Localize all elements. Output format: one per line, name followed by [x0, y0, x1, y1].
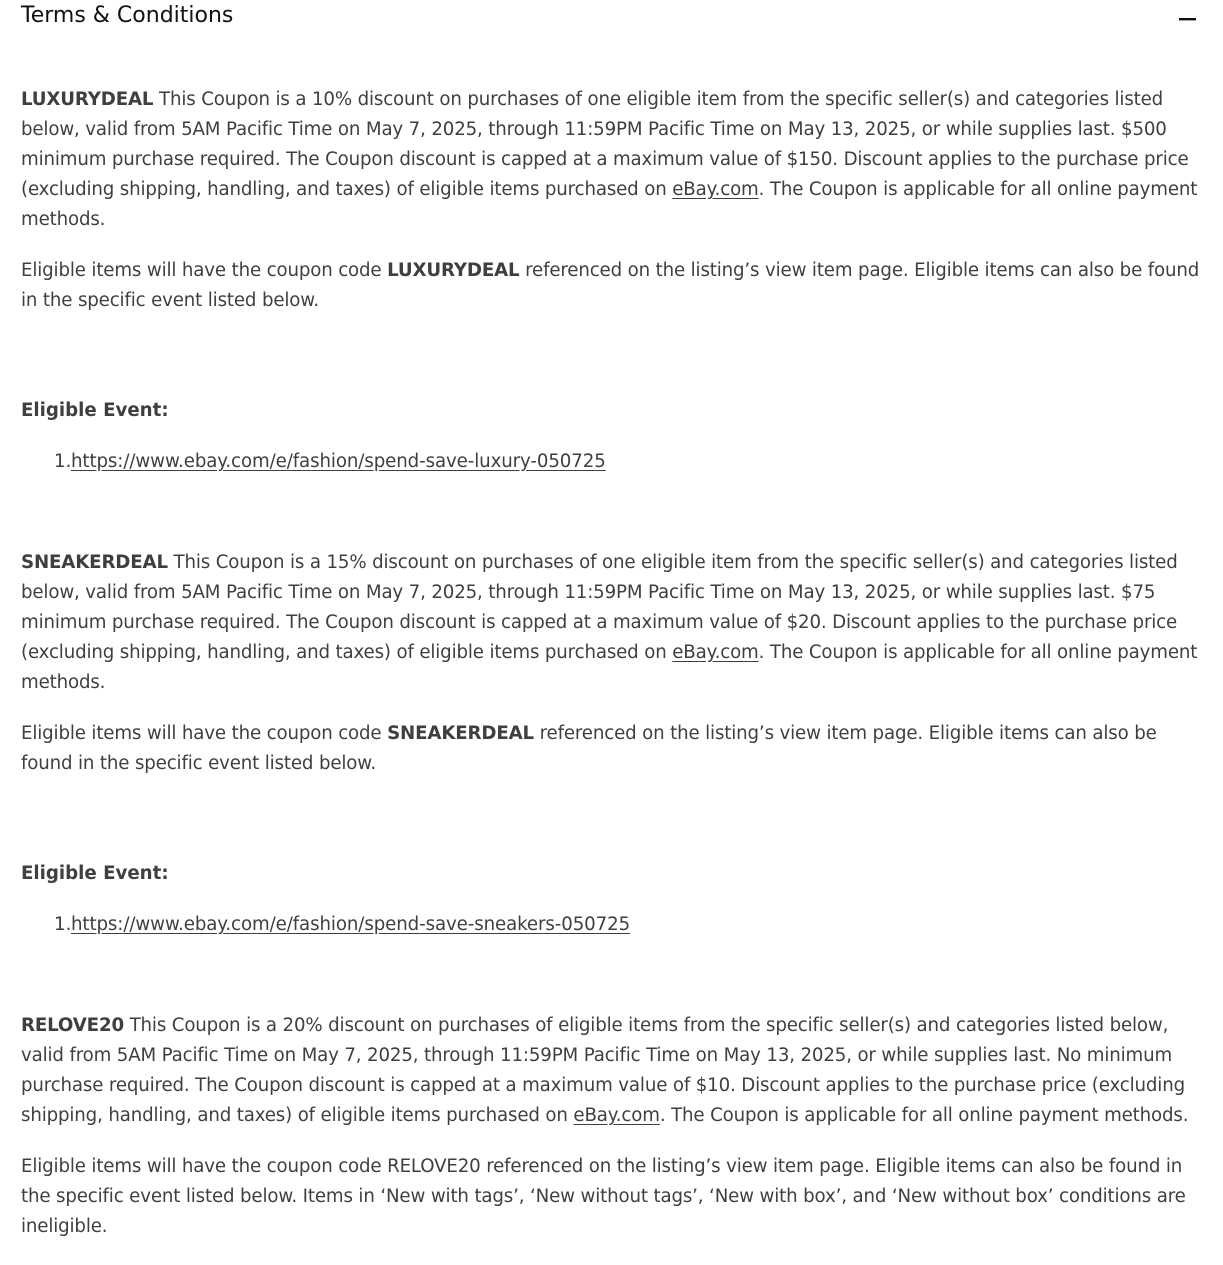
coupon-code-inline: SNEAKERDEAL: [387, 723, 534, 744]
event-link-sneakers[interactable]: https://www.ebay.com/e/fashion/spend-save-sneakers-050725: [71, 914, 631, 935]
eligible-event-heading: Eligible Event:: [21, 400, 169, 421]
coupon-code: RELOVE20: [21, 1015, 124, 1036]
coupon-eligibility: Eligible items will have the coupon code RELOVE20 referenced on the listing’s view item page. Eligible items can also be found in the specific event listed below. Items in ‘New with tags’, ‘New without tags’, ‘New with box’, and ‘New without box’ conditions are ineligible.: [21, 1156, 1186, 1237]
minus-icon: [1168, 2, 1198, 32]
event-link-luxury[interactable]: https://www.ebay.com/e/fashion/spend-save-luxury-050725: [71, 451, 606, 472]
ebay-link[interactable]: eBay.com: [573, 1105, 660, 1126]
list-item: 1. https://www.ebay.com/e/fashion/spend-save-luxury-050725: [54, 451, 606, 472]
ebay-link[interactable]: eBay.com: [672, 642, 759, 663]
coupon-description: SNEAKERDEAL This Coupon is a 15% discount on purchases of one eligible item from the specific seller(s) and categories listed below, valid from 5AM Pacific Time on May 7, 2025, through 11:59PM Pacific Time on May 13, 2025, or while supplies last. $75 minimum purchase required. The Coupon discount is capped at a maximum value of $20. Discount applies to the purchase price (excluding shipping, handling, and taxes) of eligible items purchased on eBay.com. The Coupon is applicable for all online payment methods.: [21, 552, 1198, 693]
page-title: Terms & Conditions: [21, 3, 234, 28]
event-list: [21, 910, 1206, 940]
event-list: [21, 447, 1206, 477]
coupon-eligibility: Eligible items will have the coupon code SNEAKERDEAL referenced on the listing’s view item page. Eligible items can also be found in the specific event listed below.: [21, 723, 1157, 774]
collapse-button[interactable]: [1168, 2, 1198, 32]
coupon-code-inline: LUXURYDEAL: [387, 260, 520, 281]
terms-header[interactable]: [0, 0, 1223, 34]
coupon-description: RELOVE20 This Coupon is a 20% discount on purchases of eligible items from the specific seller(s) and categories listed below, valid from 5AM Pacific Time on May 7, 2025, through 11:59PM Pacific Time on May 13, 2025, or while supplies last. No minimum purchase required. The Coupon discount is capped at a maximum value of $10. Discount applies to the purchase price (excluding shipping, handling, and taxes) of eligible items purchased on eBay.com. The Coupon is applicable for all online payment methods.: [21, 1015, 1189, 1126]
coupon-code: SNEAKERDEAL: [21, 552, 168, 573]
eligible-event-heading: Eligible Event:: [21, 863, 169, 884]
ebay-link[interactable]: eBay.com: [672, 179, 759, 200]
coupon-eligibility: Eligible items will have the coupon code LUXURYDEAL referenced on the listing’s view item page. Eligible items can also be found in the specific event listed below.: [21, 260, 1200, 311]
terms-content: [21, 85, 1206, 1242]
coupon-description: LUXURYDEAL This Coupon is a 10% discount on purchases of one eligible item from the specific seller(s) and categories listed below, valid from 5AM Pacific Time on May 7, 2025, through 11:59PM Pacific Time on May 13, 2025, or while supplies last. $500 minimum purchase required. The Coupon discount is capped at a maximum value of $150. Discount applies to the purchase price (excluding shipping, handling, and taxes) of eligible items purchased on eBay.com. The Coupon is applicable for all online payment methods.: [21, 89, 1198, 230]
list-item: 1. https://www.ebay.com/e/fashion/spend-save-sneakers-050725: [54, 914, 631, 935]
coupon-code: LUXURYDEAL: [21, 89, 154, 110]
